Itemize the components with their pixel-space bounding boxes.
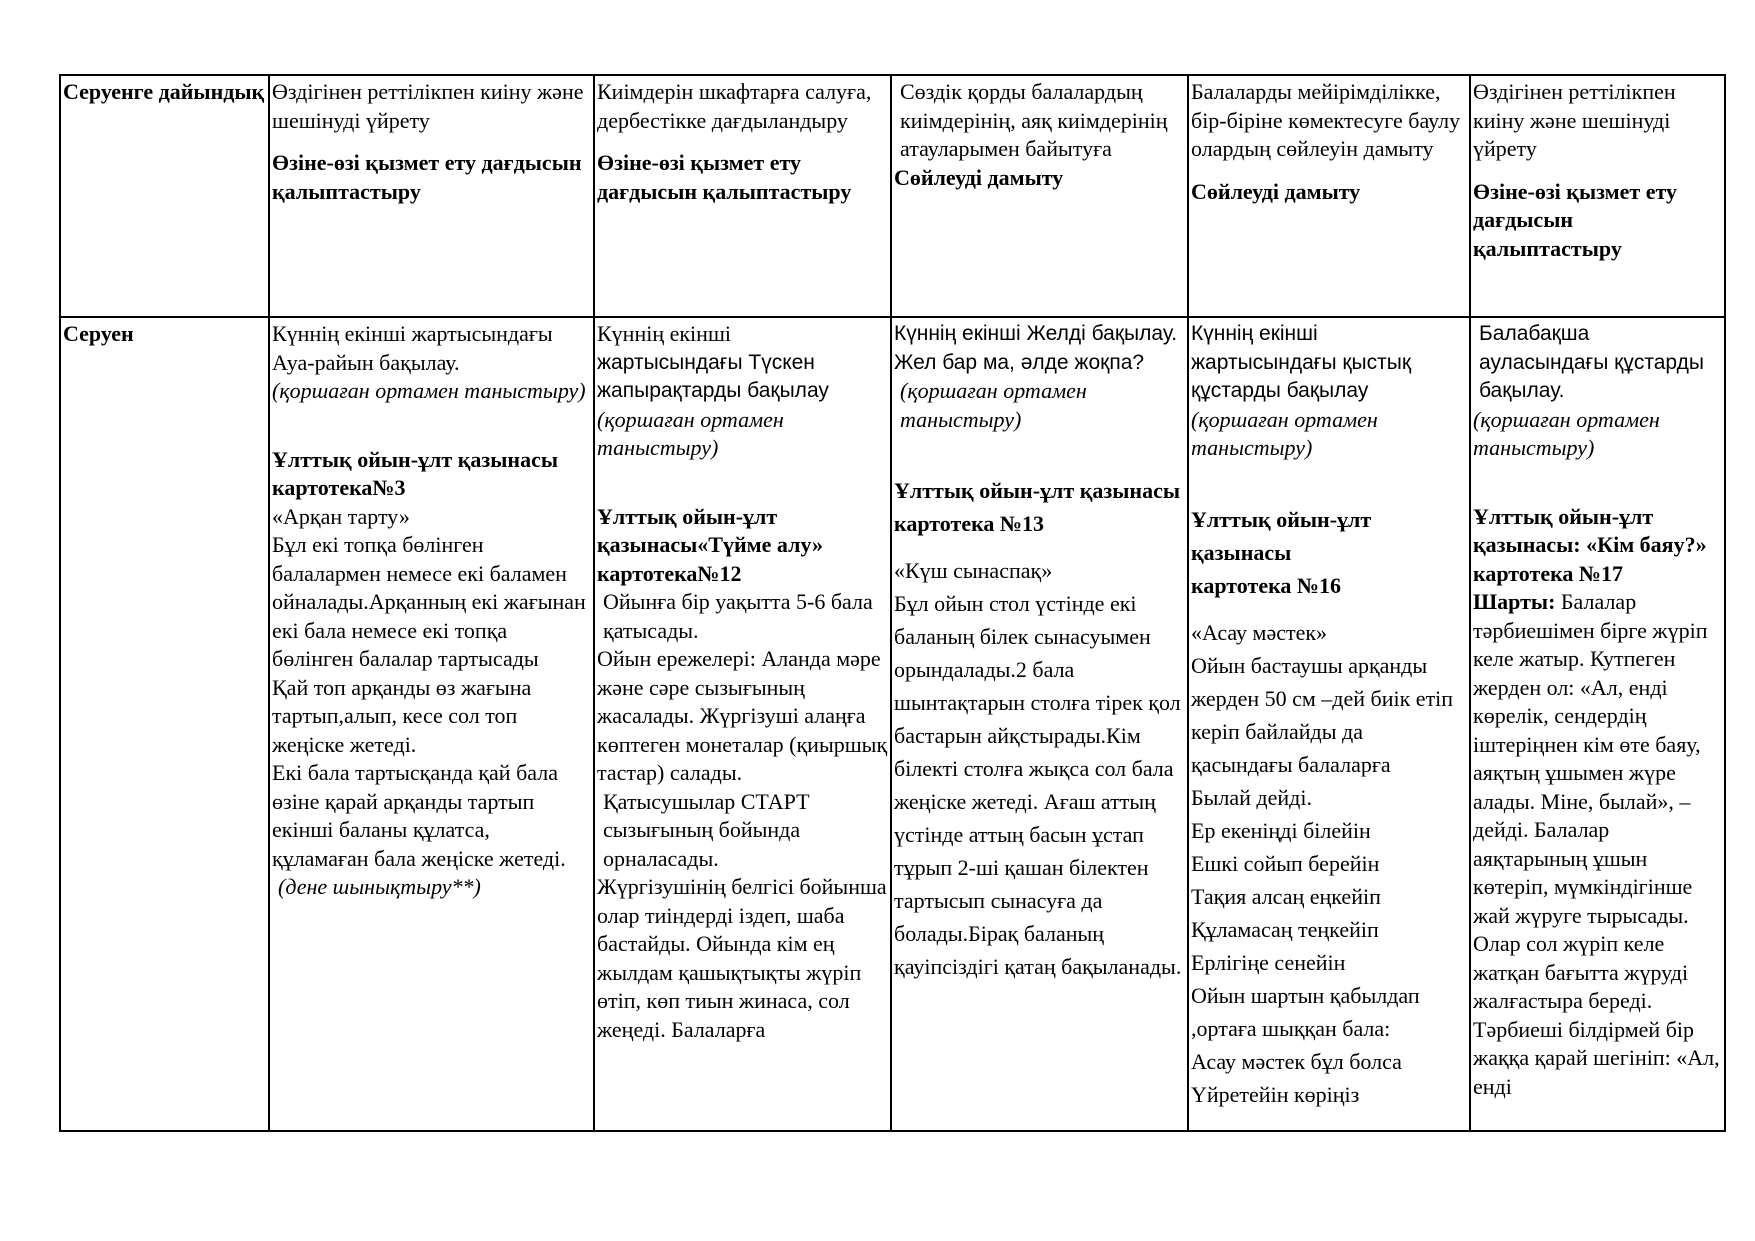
cell-text: Өздігінен реттілікпен киіну және шешінуді үйрету xyxy=(272,79,584,133)
cell-skill: Өзіне-өзі қызмет ету дағдысын қалыптастыру xyxy=(1473,178,1678,261)
table-cell xyxy=(1470,317,1725,1131)
row-label: Серуен xyxy=(63,321,134,346)
row-label-cell xyxy=(60,75,269,317)
game-title: Ұлттық ойын-ұлт қазынасы xyxy=(272,446,559,472)
condition-text: Балалар тәрбиешімен бірге жүріп келе жатыр. Кутпеген жерден ол: «Ал, енді көрелік, сендердің іштеріңнен кім өте баяу, аяқтың ұшымен жүре алады. Міне, былай», – дейді. Балалар аяқтарының ұшын көтеріп, мүмкіндігінше жай жүруге тырысады. Олар сол жүріп келе жатқан бағытта жүруді жалғастыра береді. Тәрбиеші білдірмей бір жаққа қарай шегініп: «Ал, енді xyxy=(1473,589,1720,1099)
condition-label: Шарты: xyxy=(1473,589,1556,614)
game-name: «Арқан тарту» xyxy=(272,503,410,529)
observation-text: Күннің екінші xyxy=(597,321,731,346)
cell-skill: Сөйлеуді дамыту xyxy=(1191,178,1361,204)
observation-note: (қоршаған ортамен таныстыру) xyxy=(1473,406,1660,460)
game-description xyxy=(1473,588,1722,1101)
game-description: Жүргізушінің белгісі бойынша олар тиіндерді іздеп, шаба бастайды. Ойында кім ең жылдам қашықтықты жүріп өтіп, көп тиын жинаса, сол жеңеді. Балаларға xyxy=(597,874,887,1042)
verse-line: Құламасаң теңкейіп xyxy=(1191,916,1379,942)
cell-skill: Өзіне-өзі қызмет ету дағдысын қалыптастыру xyxy=(597,150,852,204)
cell-text: Киімдерін шкафтарға салуға, дербестікке дағдыландыру xyxy=(597,79,872,133)
observation-text: жартысындағы Түскен жапырақтарды бақылау xyxy=(597,350,829,402)
game-card: картотека №17 xyxy=(1473,560,1624,586)
game-description: Қатысушылар СТАРТ сызығының бойында орналасады. xyxy=(603,788,810,871)
game-title: Ұлттық ойын-ұлт қазынасы: «Кім баяу?» xyxy=(1473,503,1707,557)
game-name: «Күш сынаспақ» xyxy=(894,558,1053,583)
table-cell xyxy=(269,317,594,1131)
table-row xyxy=(60,75,1725,317)
verse-line: Үйретейін көріңіз xyxy=(1191,1081,1360,1107)
verse-line: Ойын шартын қабылдап ,ортаға шыққан бала: xyxy=(1191,982,1420,1041)
game-name: «Асау мәстек» xyxy=(1191,619,1328,645)
game-description: Қай топ арқанды өз жағына тартып,алып, кесе сол топ жеңіске жетеді. xyxy=(272,674,532,757)
document-page xyxy=(59,74,1724,1132)
observation-text: Күннің екінші Желді бақылау. Жел бар ма, әлде жоқпа? xyxy=(894,322,1178,374)
verse-line: Тақия алсаң еңкейіп xyxy=(1191,883,1381,909)
verse-line: Ешкі сойып берейін xyxy=(1191,850,1380,876)
table-cell xyxy=(891,75,1188,317)
observation-note: (қоршаған ортамен таныстыру) xyxy=(272,378,586,403)
game-description: Екі бала тартысқанда қай бала өзіне қарай арқанды тартып екінші баланы құлатса, құламаған бала жеңіске жетеді. xyxy=(272,760,566,871)
game-description: Бұл ойын стол үстінде екі баланың білек сынасуымен орындалады.2 бала шынтақтарын столға тірек қол бастарын айқстырады.Кім білекті столға жықса сол бала жеңіске жетеді. Ағаш аттың үстінде аттың басын ұстап тұрып 2-ші қашан білектен тартысып сынасуға да болады.Бірақ баланың қауіпсіздігі қатаң бақыланады. xyxy=(894,591,1182,979)
table-cell xyxy=(269,75,594,317)
observation-text: Балабақша ауласындағы құстарды бақылау. xyxy=(1479,322,1704,402)
game-title: Ұлттық ойын-ұлт қазынасы xyxy=(1191,506,1372,565)
observation-text: Күннің екінші xyxy=(1191,322,1318,345)
verse-line: Былай дейді. xyxy=(1191,784,1312,810)
table-cell xyxy=(1470,75,1725,317)
table-cell xyxy=(594,317,891,1131)
subject-note: (дене шынықтыру**) xyxy=(278,874,481,899)
observation-text: жартысындағы қыстық құстарды бақылау xyxy=(1191,350,1412,402)
observation-note: (қоршаған ортамен таныстыру) xyxy=(597,406,784,460)
verse-line: Ерлігіңе сенейін xyxy=(1191,949,1346,975)
table-cell xyxy=(1188,75,1470,317)
game-card: картотека№3 xyxy=(272,475,406,500)
game-description: Бұл екі топқа бөлінген балалармен немесе екі баламен ойналады.Арқанның екі жағынан екі бала немесе екі топқа бөлінген балалар тартысады xyxy=(272,532,586,671)
cell-skill: Өзіне-өзі қызмет ету дағдысын қалыптастыру xyxy=(272,150,582,204)
observation-note: (қоршаған ортамен таныстыру) xyxy=(1191,406,1378,460)
table-cell xyxy=(594,75,891,317)
observation-text: Күннің екінші жартысындағы xyxy=(272,321,553,346)
row-label: Серуенге дайындық xyxy=(63,79,265,104)
row-label-cell xyxy=(60,317,269,1131)
table-row xyxy=(60,317,1725,1131)
cell-text: Сөздік қорды балалардың киімдерінің, аяқ киімдерінің атауларымен байытуға xyxy=(900,79,1168,161)
game-description: Ойын ережелері: Аланда мәре және сәре сызығының жасалады. Жүргізуші алаңға көптеген монеталар (қиыршық тастар) салады. xyxy=(597,646,888,785)
table-cell xyxy=(1188,317,1470,1131)
game-card: картотека №16 xyxy=(1191,572,1342,598)
cell-text: Өздігінен реттілікпен киіну және шешінуді үйрету xyxy=(1473,79,1676,161)
table-cell xyxy=(891,317,1188,1131)
game-title: Ұлттық ойын-ұлт қазынасы«Түйме алу» картотека№12 xyxy=(597,503,823,586)
observation-note: (қоршаған ортамен таныстыру) xyxy=(900,378,1087,432)
verse-line: Ер екеніңді білейін xyxy=(1191,817,1371,843)
plan-table xyxy=(59,74,1726,1132)
game-description: Ойын бастаушы арқанды жерден 50 см –дей биік етіп керіп байлайды да қасындағы балаларға xyxy=(1191,652,1454,777)
game-card: картотека №13 xyxy=(894,511,1045,536)
verse-line: Асау мәстек бұл болса xyxy=(1191,1048,1402,1074)
cell-text: Балаларды мейірімділікке, бір-біріне көмектесуге баулу олардың сөйлеуін дамыту xyxy=(1191,79,1461,161)
game-title: Ұлттық ойын-ұлт қазынасы xyxy=(894,478,1181,503)
observation-text: Ауа-райын бақылау. xyxy=(272,349,460,375)
game-description: Ойынға бір уақытта 5-6 бала қатысады. xyxy=(603,589,873,643)
cell-skill: Сөйлеуді дамыту xyxy=(894,164,1064,190)
